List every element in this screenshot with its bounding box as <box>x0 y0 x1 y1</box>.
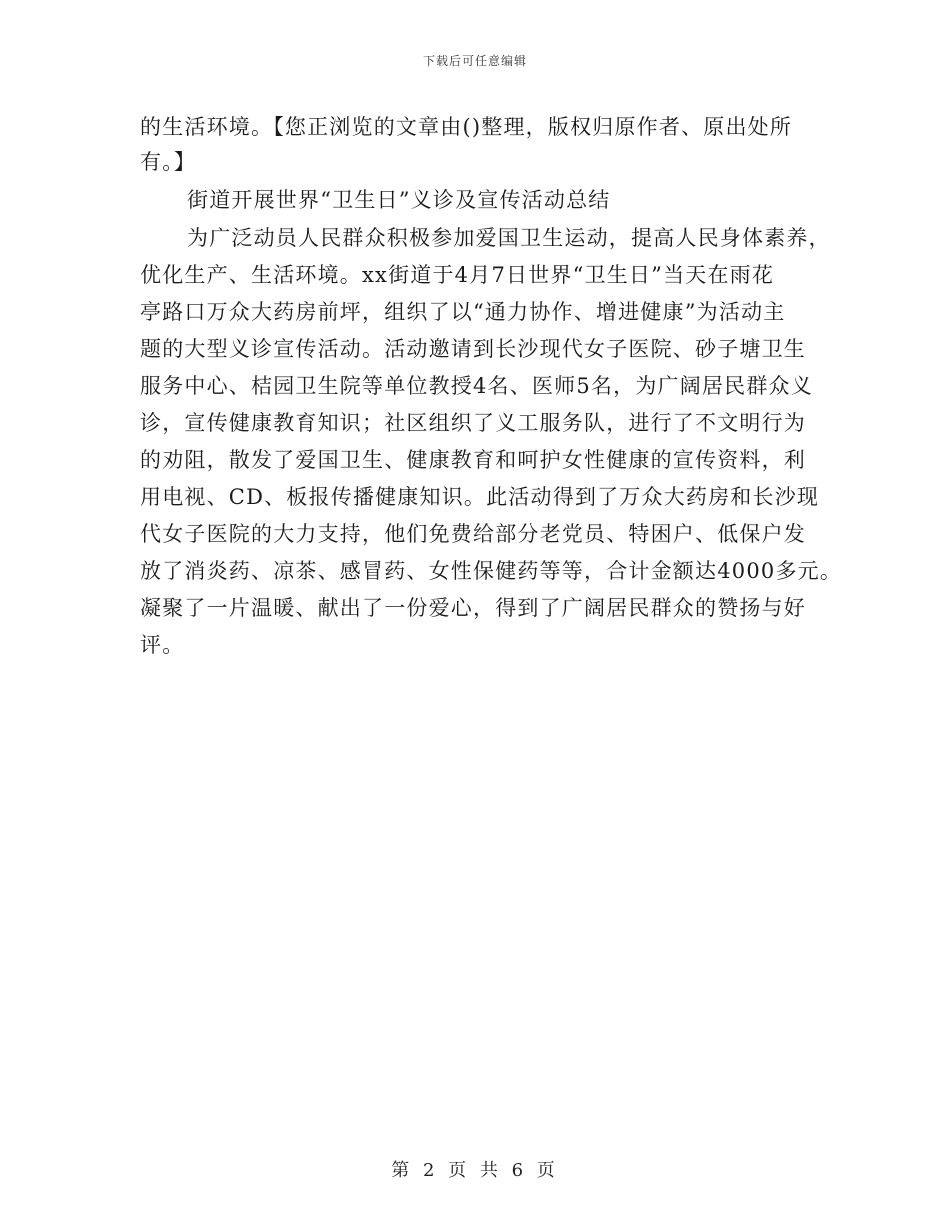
body-line: 有。】 <box>140 150 197 174</box>
body-line: 题的大型义诊宣传活动。活动邀请到长沙现代女子医院、砂子塘卫生 <box>140 337 806 361</box>
body-line: 的劝阻，散发了爱国卫生、健康教育和呵护女性健康的宣传资料，利 <box>140 448 806 472</box>
body-line: 优化生产、生活环境。xx街道于4月7日世界“卫生日”当天在雨花 <box>140 263 775 287</box>
body-line: 为广泛动员人民群众积极参加爱国卫生运动，提高人民身体素养， <box>187 226 831 250</box>
page-header-note: 下载后可任意编辑 <box>422 54 527 68</box>
section-title: 街道开展世界“卫生日”义诊及宣传活动总结 <box>187 188 611 212</box>
body-line: 放了消炎药、凉茶、感冒药、女性保健药等等，合计金额达4000多元。 <box>140 559 843 583</box>
body-line: 诊，宣传健康教育知识；社区组织了义工服务队，进行了不文明行为 <box>140 411 806 435</box>
body-line: 评。 <box>140 633 185 657</box>
body-line: 服务中心、桔园卫生院等单位教授4名、医师5名，为广阔居民群众义 <box>140 374 813 398</box>
body-line: 亭路口万众大药房前坪，组织了以“通力协作、增进健康”为活动主 <box>140 300 786 324</box>
body-line: 用电视、CD、板报传播健康知识。此活动得到了万众大药房和长沙现 <box>140 485 820 509</box>
body-line: 代女子医院的大力支持，他们免费给部分老党员、特困户、低保户发 <box>140 522 806 546</box>
page-number: 第 2 页 共 6 页 <box>391 1160 559 1181</box>
body-line: 的生活环境。【您正浏览的文章由()整理，版权归原作者、原出处所 <box>140 115 793 139</box>
body-line: 凝聚了一片温暖、献出了一份爱心，得到了广阔居民群众的赞扬与好 <box>140 596 806 620</box>
